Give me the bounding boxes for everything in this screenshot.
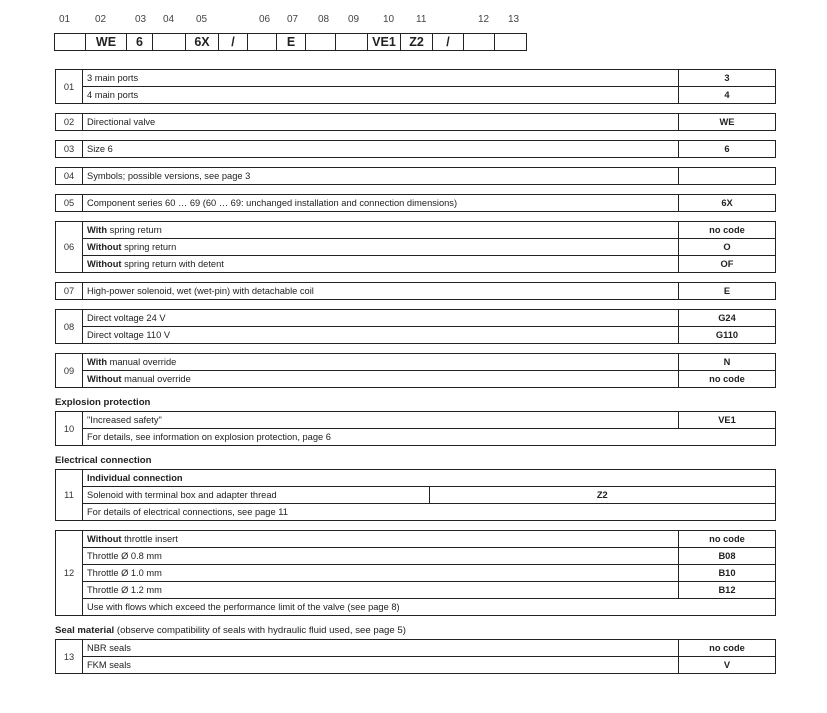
table-13-seals — [55, 639, 776, 674]
code-cell-08 — [305, 33, 336, 51]
row-number: 06 — [56, 222, 83, 273]
row-description-bold: Without — [87, 259, 122, 269]
position-number-09: 09 — [348, 14, 360, 25]
table-10-explosion-protection — [55, 411, 776, 446]
row-code: OF — [679, 256, 776, 273]
position-number-05: 05 — [196, 14, 208, 25]
row-number: 09 — [56, 354, 83, 388]
row-code: G110 — [679, 327, 776, 344]
row-number: 01 — [56, 70, 83, 104]
row-code: 4 — [679, 87, 776, 104]
row-description-bold: With — [87, 357, 108, 367]
row-number: 11 — [56, 470, 83, 521]
code-cell-slash-1: / — [218, 33, 248, 51]
row-description: For details, see information on explosion protection, page 6 — [83, 429, 776, 446]
table-row — [56, 87, 776, 104]
seal-heading-note: (observe compatibility of seals with hydraulic fluid used, see page 5) — [114, 625, 406, 636]
row-code: V — [679, 657, 776, 674]
table-row — [56, 141, 776, 158]
row-description-rest: manual override — [121, 374, 191, 384]
table-row — [56, 470, 776, 487]
row-number: 04 — [56, 168, 83, 185]
row-number: 13 — [56, 640, 83, 674]
table-12-throttle — [55, 530, 776, 616]
table-04-symbols — [55, 167, 776, 185]
code-cell-01 — [54, 33, 86, 51]
row-description: Directional valve — [83, 114, 679, 131]
table-02-valve-type — [55, 113, 776, 131]
row-description: FKM seals — [83, 657, 679, 674]
table-row — [56, 412, 776, 429]
table-row — [56, 222, 776, 239]
row-description-bold: With — [87, 225, 108, 235]
position-number-02: 02 — [95, 14, 107, 25]
row-code: B10 — [679, 565, 776, 582]
row-number: 03 — [56, 141, 83, 158]
row-description: Throttle Ø 0.8 mm — [83, 548, 679, 565]
row-description-rest: manual override — [107, 357, 177, 367]
row-number: 10 — [56, 412, 83, 446]
row-description: Size 6 — [83, 141, 679, 158]
row-code: no code — [679, 531, 776, 548]
seal-heading-title: Seal material — [55, 625, 115, 636]
table-row — [56, 657, 776, 674]
position-number-10: 10 — [383, 14, 395, 25]
code-cell-03: 6 — [126, 33, 153, 51]
table-row — [56, 239, 776, 256]
position-number-04: 04 — [163, 14, 175, 25]
position-number-11: 11 — [416, 14, 427, 25]
table-row — [56, 487, 776, 504]
table-row — [56, 565, 776, 582]
table-06-spring-return — [55, 221, 776, 273]
row-code: 6 — [679, 141, 776, 158]
row-description: Use with flows which exceed the performance limit of the valve (see page 8) — [83, 599, 776, 616]
table-row — [56, 531, 776, 548]
row-code: no code — [679, 640, 776, 657]
row-code: Z2 — [429, 487, 776, 504]
position-number-08: 08 — [318, 14, 330, 25]
code-cell-05: 6X — [185, 33, 219, 51]
table-row — [56, 354, 776, 371]
position-number-06: 06 — [259, 14, 271, 25]
section-heading-explosion: Explosion protection — [55, 397, 151, 408]
row-code: no code — [679, 222, 776, 239]
code-cell-09 — [335, 33, 368, 51]
ordering-tables — [55, 69, 776, 683]
table-row — [56, 599, 776, 616]
row-description-bold: Without — [87, 534, 122, 544]
code-cell-02: WE — [85, 33, 127, 51]
row-code: WE — [679, 114, 776, 131]
row-code: O — [679, 239, 776, 256]
row-description-bold: Individual connection — [87, 473, 183, 483]
row-code — [679, 168, 776, 185]
row-number: 07 — [56, 283, 83, 300]
row-code: no code — [679, 371, 776, 388]
row-code: B12 — [679, 582, 776, 599]
row-description: Throttle Ø 1.2 mm — [83, 582, 679, 599]
row-description: High-power solenoid, wet (wet-pin) with detachable coil — [83, 283, 679, 300]
position-number-12: 12 — [478, 14, 490, 25]
row-description-rest: spring return — [121, 242, 177, 252]
row-description-rest: throttle insert — [121, 534, 178, 544]
row-number: 12 — [56, 531, 83, 616]
table-07-solenoid — [55, 282, 776, 300]
row-description — [83, 371, 679, 388]
row-number: 02 — [56, 114, 83, 131]
row-description: Solenoid with terminal box and adapter thread — [83, 487, 430, 504]
row-description: Direct voltage 110 V — [83, 327, 679, 344]
table-row — [56, 371, 776, 388]
table-row — [56, 429, 776, 446]
code-cell-06 — [247, 33, 277, 51]
table-row — [56, 548, 776, 565]
code-cell-13 — [494, 33, 527, 51]
row-code: E — [679, 283, 776, 300]
section-heading-electrical: Electrical connection — [55, 455, 152, 466]
table-09-manual-override — [55, 353, 776, 388]
code-cell-04 — [152, 33, 186, 51]
position-number-03: 03 — [135, 14, 147, 25]
code-cell-10: VE1 — [367, 33, 401, 51]
table-row — [56, 256, 776, 273]
row-description — [83, 222, 679, 239]
row-description-rest: spring return — [107, 225, 162, 235]
row-description: 4 main ports — [83, 87, 679, 104]
row-description — [83, 354, 679, 371]
row-description-bold: Without — [87, 242, 122, 252]
row-description: Symbols; possible versions, see page 3 — [83, 168, 679, 185]
row-number: 08 — [56, 310, 83, 344]
row-code: 6X — [679, 195, 776, 212]
table-row — [56, 310, 776, 327]
row-description: "Increased safety" — [83, 412, 679, 429]
table-01-ports — [55, 69, 776, 104]
table-row — [56, 70, 776, 87]
table-row — [56, 640, 776, 657]
table-row — [56, 195, 776, 212]
table-11-electrical-connection — [55, 469, 776, 521]
row-description: 3 main ports — [83, 70, 679, 87]
row-code: N — [679, 354, 776, 371]
row-code: B08 — [679, 548, 776, 565]
table-row — [56, 582, 776, 599]
row-code: VE1 — [679, 412, 776, 429]
row-description — [83, 470, 776, 487]
table-row — [56, 283, 776, 300]
row-description: Component series 60 … 69 (60 … 69: unchanged installation and connection dimensions) — [83, 195, 679, 212]
position-number-07: 07 — [287, 14, 299, 25]
row-code: 3 — [679, 70, 776, 87]
table-row — [56, 114, 776, 131]
section-heading-seal-material — [55, 625, 776, 637]
code-cell-11: Z2 — [400, 33, 433, 51]
code-cell-slash-2: / — [432, 33, 464, 51]
row-description: For details of electrical connections, see page 11 — [83, 504, 776, 521]
table-05-component-series — [55, 194, 776, 212]
table-row — [56, 327, 776, 344]
row-number: 05 — [56, 195, 83, 212]
row-description-rest: spring return with detent — [121, 259, 224, 269]
row-description: Throttle Ø 1.0 mm — [83, 565, 679, 582]
row-description-bold: Without — [87, 374, 122, 384]
row-description — [83, 531, 679, 548]
row-description — [83, 239, 679, 256]
row-code: G24 — [679, 310, 776, 327]
table-row — [56, 504, 776, 521]
code-cell-12 — [463, 33, 495, 51]
row-description: Direct voltage 24 V — [83, 310, 679, 327]
table-08-voltage — [55, 309, 776, 344]
row-description: NBR seals — [83, 640, 679, 657]
position-number-13: 13 — [508, 14, 520, 25]
table-row — [56, 168, 776, 185]
row-description — [83, 256, 679, 273]
table-03-size — [55, 140, 776, 158]
code-cell-07: E — [276, 33, 306, 51]
position-number-01: 01 — [59, 14, 71, 25]
